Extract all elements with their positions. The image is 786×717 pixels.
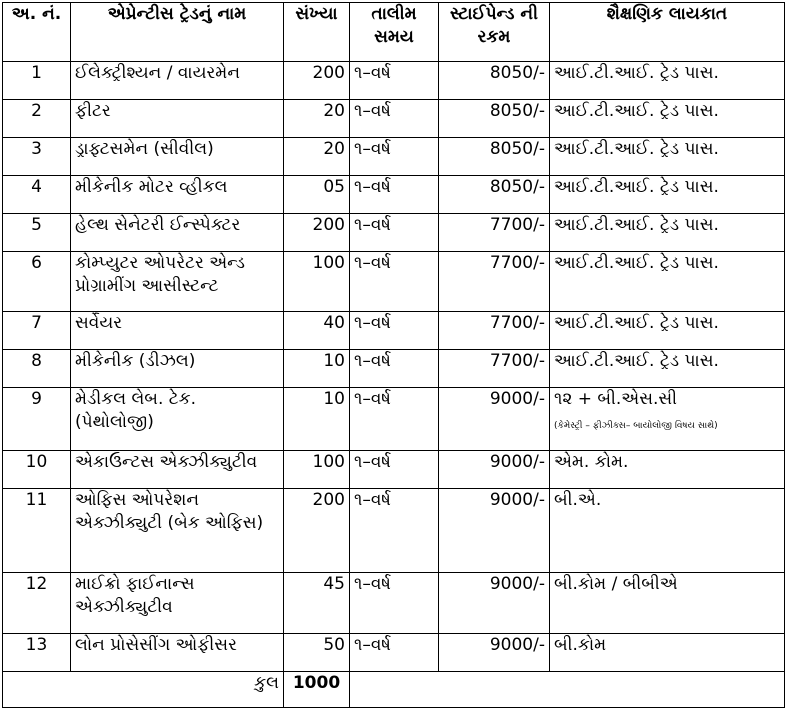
cell-qualification [550, 489, 785, 573]
cell-trade-text: સર્વેયર [75, 313, 123, 333]
cell-sr-text: 6 [31, 253, 42, 273]
cell-stipend [439, 489, 550, 573]
cell-qualification [550, 312, 785, 350]
cell-duration [350, 573, 439, 634]
cell-duration-text: ૧–વર્ષ [354, 351, 391, 371]
cell-sr-text: 11 [25, 490, 48, 510]
cell-trade-text: એકાઉન્ટસ એક્ઝીક્યુટીવ [75, 452, 258, 472]
table-row [3, 176, 785, 214]
cell-duration [350, 388, 439, 451]
cell-qualification [550, 573, 785, 634]
cell-qualification [550, 214, 785, 252]
cell-count [284, 489, 350, 573]
cell-trade-text: ઈલેક્ટ્રીશ્યન / વાયરમેન [75, 63, 240, 83]
cell-stipend-text: 8050/- [489, 101, 545, 121]
cell-qualification [550, 100, 785, 138]
cell-stipend-text: 7700/- [489, 313, 545, 333]
cell-sr [3, 388, 71, 451]
table-header [3, 3, 785, 62]
cell-qualification-text: બી.કોમ [554, 635, 607, 655]
cell-duration [350, 214, 439, 252]
cell-duration [350, 176, 439, 214]
cell-qualification-text: આઈ.ટી.આઈ. ટ્રેડ પાસ. [554, 313, 719, 333]
cell-stipend [439, 62, 550, 100]
cell-sr [3, 62, 71, 100]
cell-sr-text: 12 [25, 574, 48, 594]
cell-duration [350, 100, 439, 138]
cell-count-text: 50 [323, 635, 345, 655]
cell-duration-text: ૧–વર્ષ [354, 635, 391, 655]
cell-sr [3, 350, 71, 388]
cell-qualification-text: આઈ.ટી.આઈ. ટ્રેડ પાસ. [554, 63, 719, 83]
cell-trade [71, 634, 284, 672]
cell-qualification-text: આઈ.ટી.આઈ. ટ્રેડ પાસ. [554, 253, 719, 273]
cell-count [284, 138, 350, 176]
cell-trade [71, 312, 284, 350]
table-row [3, 312, 785, 350]
cell-sr [3, 214, 71, 252]
cell-stipend-text: 9000/- [489, 490, 545, 510]
cell-qualification [550, 252, 785, 312]
cell-stipend [439, 388, 550, 451]
cell-trade-text: માઈક્રો ફાઈનાન્સ એક્ઝીક્યુટીવ [75, 574, 195, 617]
cell-stipend-text: 9000/- [489, 635, 545, 655]
cell-sr-text: 8 [31, 351, 42, 371]
cell-stipend [439, 138, 550, 176]
table-row [3, 388, 785, 451]
cell-sr [3, 634, 71, 672]
cell-stipend-text: 7700/- [489, 215, 545, 235]
cell-qualification-text: આઈ.ટી.આઈ. ટ્રેડ પાસ. [554, 101, 719, 121]
cell-stipend-text: 9000/- [489, 452, 545, 472]
table-row [3, 451, 785, 489]
table-body [3, 62, 785, 672]
cell-qualification-text: આઈ.ટી.આઈ. ટ્રેડ પાસ. [554, 215, 719, 235]
cell-sr [3, 451, 71, 489]
cell-qualification-text: બી.કોમ / બીબીએ [554, 574, 678, 594]
cell-stipend [439, 100, 550, 138]
cell-count-text: 20 [323, 101, 345, 121]
header-stipend: સ્ટાઈપેન્ડ ની રકમ [439, 3, 550, 62]
cell-count-text: 10 [323, 389, 345, 409]
table-row [3, 214, 785, 252]
cell-count [284, 62, 350, 100]
cell-count [284, 312, 350, 350]
header-sr: અ. નં. [3, 3, 71, 62]
cell-count [284, 388, 350, 451]
cell-count-text: 20 [323, 139, 345, 159]
cell-stipend-text: 8050/- [489, 139, 545, 159]
cell-duration-text: ૧–વર્ષ [354, 253, 391, 273]
cell-duration [350, 312, 439, 350]
cell-duration [350, 451, 439, 489]
cell-sr [3, 252, 71, 312]
cell-duration [350, 634, 439, 672]
cell-sr [3, 573, 71, 634]
cell-trade [71, 176, 284, 214]
cell-qualification-text: આઈ.ટી.આઈ. ટ્રેડ પાસ. [554, 177, 719, 197]
cell-count-text: 40 [323, 313, 345, 333]
cell-stipend-text: 9000/- [489, 574, 545, 594]
cell-sr [3, 312, 71, 350]
cell-sr-text: 2 [31, 101, 42, 121]
cell-stipend [439, 252, 550, 312]
table-row [3, 100, 785, 138]
cell-sr-text: 9 [31, 389, 42, 409]
cell-trade-text: મીકેનીક મોટર વ્હીકલ [75, 177, 228, 197]
cell-count-text: 45 [323, 574, 345, 594]
cell-duration-text: ૧–વર્ષ [354, 389, 391, 409]
cell-count-text: 200 [312, 490, 345, 510]
cell-trade [71, 62, 284, 100]
qualification-note: (કેમેસ્ટ્રી – ફીઝીક્સ– બાયોલોજી વિષય સાથે) [554, 421, 718, 431]
cell-duration-text: ૧–વર્ષ [354, 101, 391, 121]
cell-qualification [550, 451, 785, 489]
cell-sr-text: 7 [31, 313, 42, 333]
cell-stipend-text: 7700/- [489, 253, 545, 273]
table-row [3, 138, 785, 176]
cell-stipend [439, 312, 550, 350]
table-row [3, 573, 785, 634]
cell-trade [71, 573, 284, 634]
cell-count [284, 350, 350, 388]
cell-qualification-text: ૧૨ + બી.એસ.સી [554, 389, 678, 409]
cell-sr-text: 4 [31, 177, 42, 197]
cell-trade [71, 350, 284, 388]
cell-trade-text: ડ્રાફ્ટસમેન (સીવીલ) [75, 139, 214, 159]
cell-trade-text: કોમ્પ્યુટર ઓપરેટર એન્ડ પ્રોગ્રામીંગ આસીસ્ટન્ટ [75, 253, 245, 296]
cell-qualification-text: બી.એ. [554, 490, 602, 510]
header-count: સંખ્યા [284, 3, 350, 62]
table-footer [3, 672, 785, 708]
cell-count [284, 451, 350, 489]
cell-trade [71, 489, 284, 573]
cell-trade [71, 138, 284, 176]
cell-count [284, 252, 350, 312]
cell-count-text: 05 [323, 177, 345, 197]
cell-trade-text: ફીટર [75, 101, 111, 121]
cell-count [284, 176, 350, 214]
cell-stipend [439, 214, 550, 252]
cell-qualification [550, 350, 785, 388]
header-duration: તાલીમ સમય [350, 3, 439, 62]
cell-trade [71, 100, 284, 138]
table-row [3, 634, 785, 672]
cell-qualification-text: આઈ.ટી.આઈ. ટ્રેડ પાસ. [554, 351, 719, 371]
cell-sr [3, 489, 71, 573]
cell-duration [350, 252, 439, 312]
cell-stipend-text: 8050/- [489, 177, 545, 197]
header-qualification: શૈક્ષણિક લાયકાત [550, 3, 785, 62]
cell-count-text: 200 [312, 63, 345, 83]
cell-duration [350, 62, 439, 100]
cell-count-text: 100 [312, 452, 345, 472]
cell-stipend-text: 7700/- [489, 351, 545, 371]
cell-count [284, 634, 350, 672]
cell-trade-text: હેલ્થ સેનેટરી ઈન્સ્પેક્ટર [75, 215, 241, 235]
cell-duration-text: ૧–વર્ષ [354, 139, 391, 159]
total-label: કુલ [3, 672, 284, 708]
cell-trade-text: ઓફિસ ઓપરેશન એક્ઝીક્યુટી (બેક ઓફિસ) [75, 490, 264, 533]
cell-sr-text: 3 [31, 139, 42, 159]
cell-duration-text: ૧–વર્ષ [354, 215, 391, 235]
cell-count [284, 573, 350, 634]
cell-qualification [550, 176, 785, 214]
cell-trade [71, 451, 284, 489]
cell-stipend [439, 176, 550, 214]
total-value: 1000 [284, 672, 350, 708]
cell-trade [71, 214, 284, 252]
cell-qualification-text: આઈ.ટી.આઈ. ટ્રેડ પાસ. [554, 139, 719, 159]
cell-duration [350, 138, 439, 176]
cell-duration-text: ૧–વર્ષ [354, 490, 391, 510]
table-row [3, 489, 785, 573]
cell-sr-text: 13 [25, 635, 48, 655]
cell-stipend [439, 634, 550, 672]
cell-duration [350, 489, 439, 573]
cell-duration-text: ૧–વર્ષ [354, 452, 391, 472]
cell-qualification [550, 62, 785, 100]
cell-count-text: 100 [312, 253, 345, 273]
cell-duration-text: ૧–વર્ષ [354, 313, 391, 333]
cell-duration-text: ૧–વર્ષ [354, 574, 391, 594]
cell-count-text: 10 [323, 351, 345, 371]
table-row [3, 62, 785, 100]
cell-sr [3, 100, 71, 138]
cell-count [284, 214, 350, 252]
cell-stipend [439, 573, 550, 634]
cell-trade-text: મેડીકલ લેબ. ટેક. (પેથોલોજી) [75, 389, 197, 432]
cell-stipend [439, 451, 550, 489]
cell-qualification [550, 634, 785, 672]
cell-sr [3, 176, 71, 214]
cell-stipend-text: 8050/- [489, 63, 545, 83]
total-empty [350, 672, 785, 708]
cell-trade-text: લોન પ્રોસેસીંગ ઓફીસર [75, 635, 237, 655]
cell-sr [3, 138, 71, 176]
table-row [3, 252, 785, 312]
header-trade: એપ્રેન્ટીસ ટ્રેડનું નામ [71, 3, 284, 62]
cell-duration [350, 350, 439, 388]
cell-stipend [439, 350, 550, 388]
cell-qualification [550, 388, 785, 451]
cell-sr-text: 10 [25, 452, 48, 472]
cell-stipend-text: 9000/- [489, 389, 545, 409]
cell-qualification [550, 138, 785, 176]
cell-trade [71, 252, 284, 312]
cell-duration-text: ૧–વર્ષ [354, 63, 391, 83]
cell-qualification-text: એમ. કોમ. [554, 452, 629, 472]
cell-sr-text: 1 [31, 63, 42, 83]
cell-trade [71, 388, 284, 451]
table-row [3, 350, 785, 388]
cell-count [284, 100, 350, 138]
cell-trade-text: મીકેનીક (ડીઝલ) [75, 351, 196, 371]
apprentice-table [2, 2, 785, 708]
cell-count-text: 200 [312, 215, 345, 235]
cell-sr-text: 5 [31, 215, 42, 235]
cell-duration-text: ૧–વર્ષ [354, 177, 391, 197]
